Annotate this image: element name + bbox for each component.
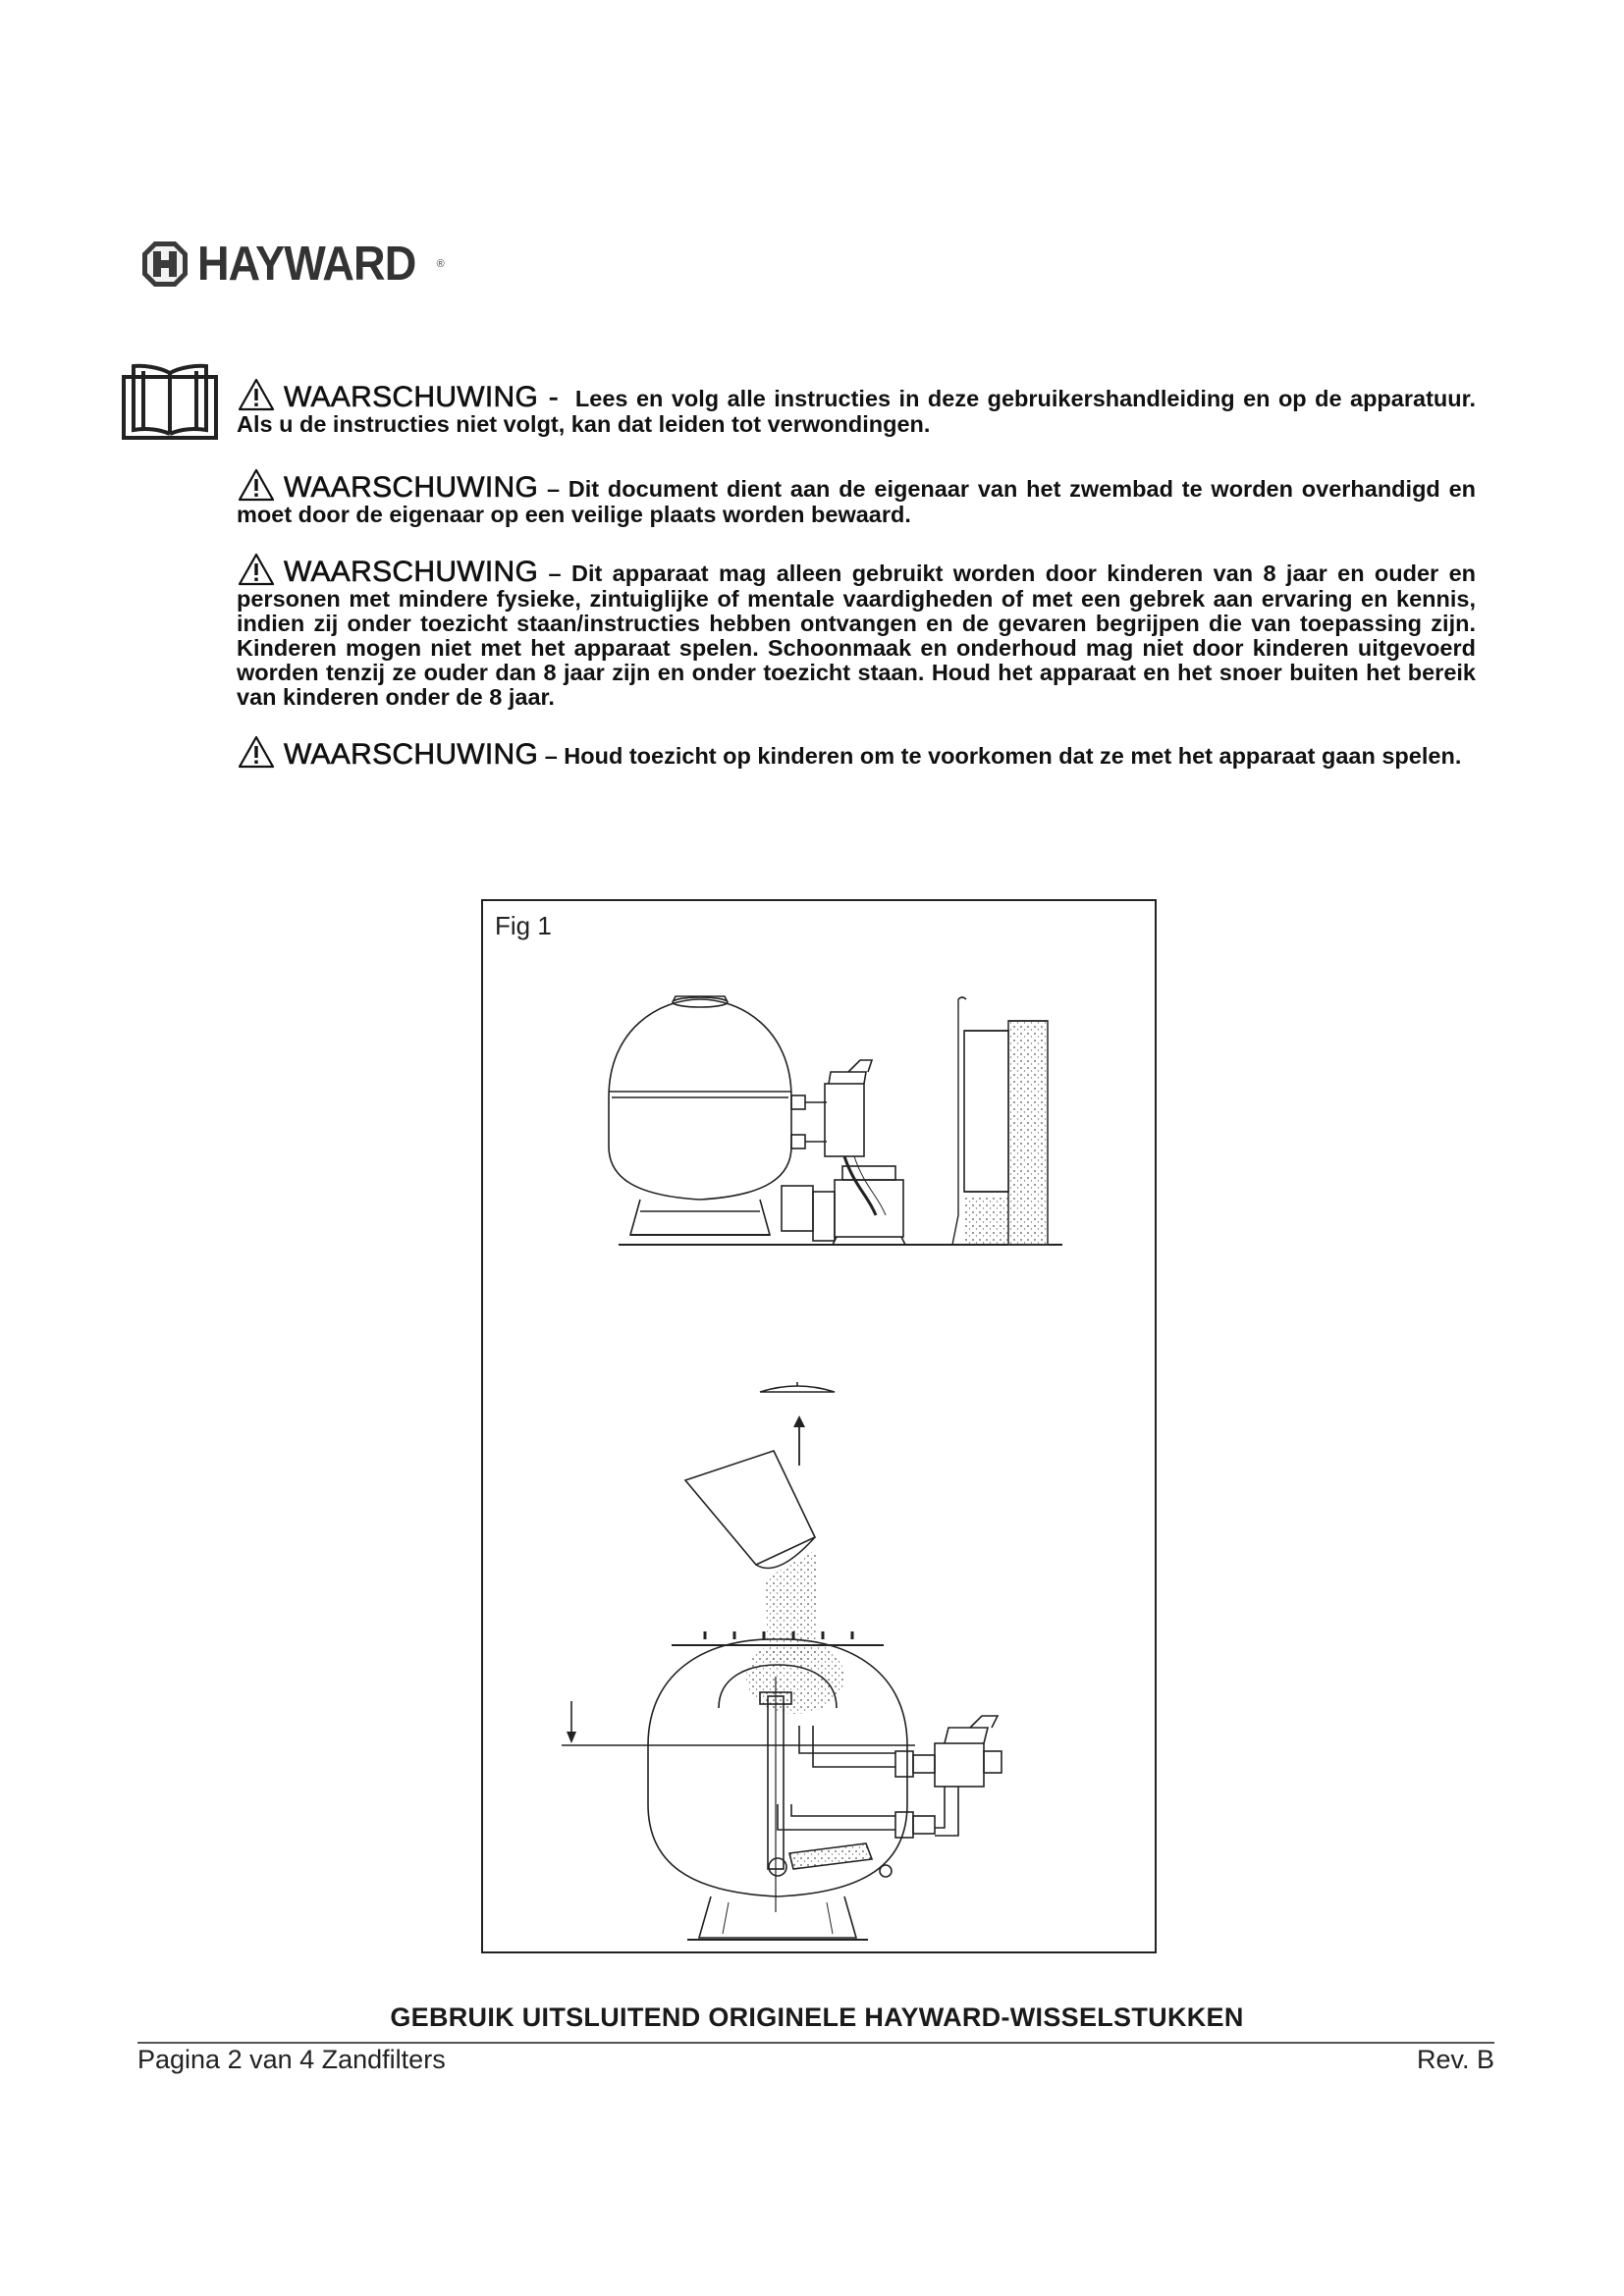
filter-installation-drawing <box>562 996 1062 1940</box>
hayward-h-badge-icon <box>140 240 189 289</box>
warning-triangle-icon <box>237 467 276 503</box>
warning-heading: WAARSCHUWING <box>284 556 539 588</box>
hayward-logo <box>140 237 445 291</box>
footer-divider <box>137 2042 1494 2044</box>
warning-1 <box>237 377 1476 437</box>
figure-label: Fig 1 <box>495 911 552 940</box>
sand-filter-illustration <box>483 901 1155 1951</box>
warning-triangle-icon <box>237 734 276 770</box>
footer-revision: Rev. B <box>1416 2045 1494 2074</box>
warning-text: – Houd toezicht op kinderen om te voorkomen dat ze met het apparaat gaan spelen. <box>544 743 1462 769</box>
warning-text: Lees en volg alle instructies in deze gebruikershandleiding en op de apparatuur. Als u de instructies niet volgt, kan dat leiden tot verwondingen. <box>237 386 1476 437</box>
warning-3 <box>237 552 1476 710</box>
warning-triangle-icon <box>237 552 276 587</box>
warning-triangle-icon <box>237 377 276 412</box>
parts-caption: GEBRUIK UITSLUITEND ORIGINELE HAYWARD-WISSELSTUKKEN <box>390 2002 1244 2032</box>
warning-text: – Dit apparaat mag alleen gebruikt worden door kinderen van 8 jaar en ouder en personen met mindere fysieke, zintuiglijke of mentale vaardigheden of met een gebrek aan ervaring en kennis, indien zij onder toezicht staan/instructies hebben ontvangen en de gevaren begrijpen die van toepassing zijn. Kinderen mogen niet met het apparaat spelen. Schoonmaak en onderhoud mag niet door kinderen uitgevoerd worden tenzij ze ouder dan 8 jaar zijn en onder toezicht staan. Houd het apparaat en het snoer buiten het bereik van kinderen onder de 8 jaar. <box>237 561 1476 710</box>
warning-heading: WAARSCHUWING <box>284 471 539 504</box>
read-manual-book-icon <box>120 361 220 442</box>
warning-text: – Dit document dient aan de eigenaar van het zwembad te worden overhandigd en moet door de eigenaar op een veilige plaats worden bewaard. <box>237 476 1476 527</box>
warning-4 <box>237 734 1476 770</box>
warning-2 <box>237 467 1476 527</box>
registered-mark: ® <box>436 258 445 270</box>
brand-name: HAYWARD <box>197 237 416 291</box>
warning-heading: WAARSCHUWING <box>284 738 539 771</box>
warning-heading: WAARSCHUWING - <box>284 381 559 413</box>
footer-page-info: Pagina 2 van 4 Zandfilters <box>137 2045 446 2074</box>
figure-1 <box>481 899 1157 1953</box>
